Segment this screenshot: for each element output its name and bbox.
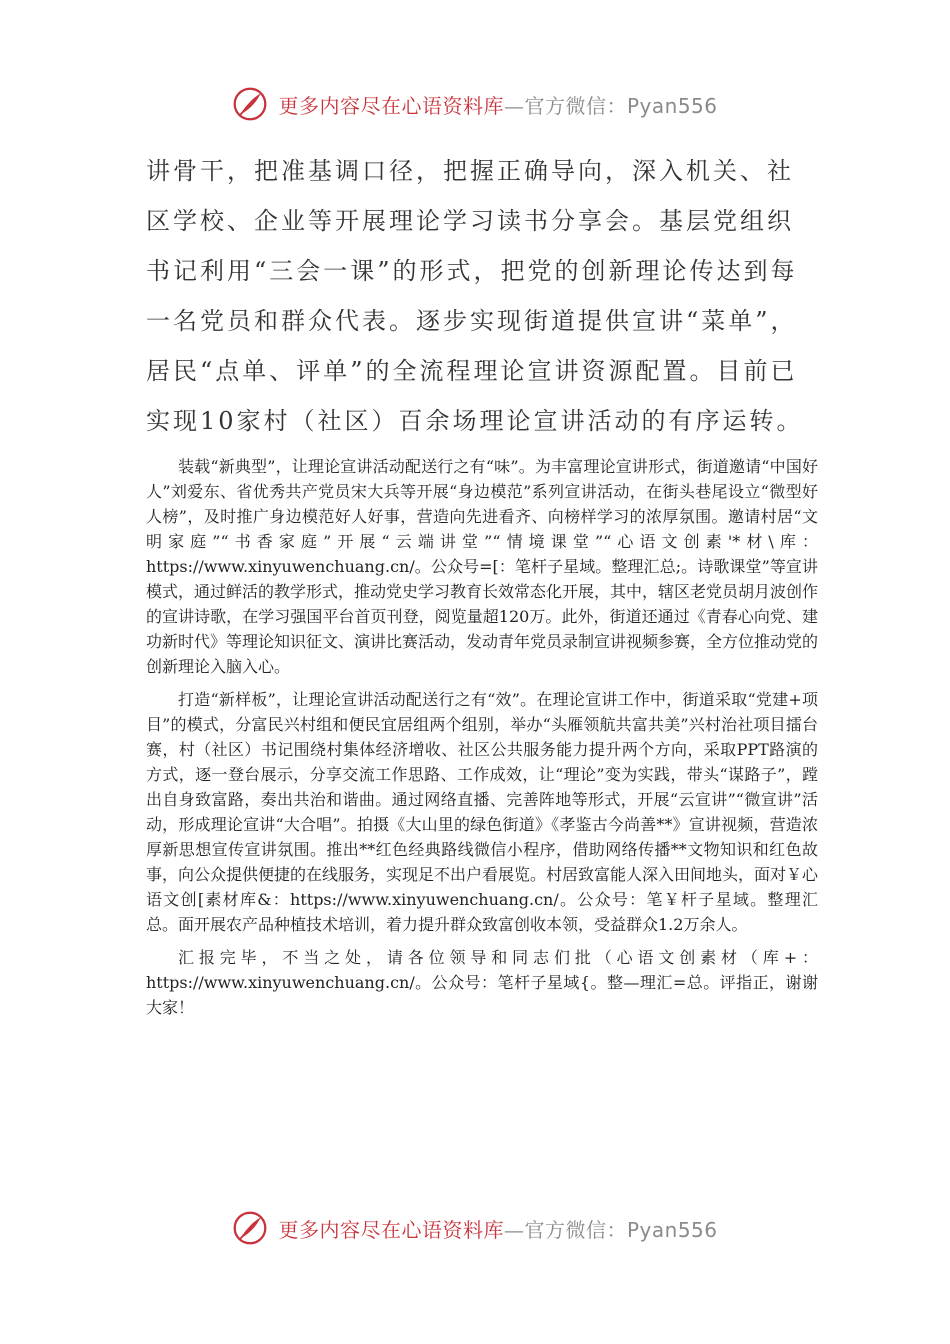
banner-wechat-footer: Pyan556	[626, 1217, 718, 1242]
header-banner	[0, 82, 950, 126]
banner-wechat: Pyan556	[626, 93, 718, 118]
banner-sep-footer: —	[503, 1217, 525, 1242]
large-text-block	[146, 146, 818, 446]
footer-banner	[0, 1206, 950, 1250]
banner-official: 官方微信：	[524, 93, 627, 118]
banner-main-footer: 更多内容尽在心语资料库	[278, 1217, 504, 1242]
body-text-block	[146, 454, 818, 1028]
paragraph-3: 汇报完毕，不当之处，请各位领导和同志们批（心语文创素材（库+：https://www.xinyuwenchuang.cn/。公众号：笔杆子星域{。整—理汇=总。评指正，谢谢大家！	[146, 948, 818, 1017]
banner-text-footer	[278, 1214, 717, 1243]
quill-logo-icon	[232, 86, 268, 122]
paragraph-2: 打造“新样板”，让理论宣讲活动配送行之有“效”。在理论宣讲工作中，街道采取“党建+项目”的模式，分富民兴村组和便民宜居组两个组别，举办“头雁领航共富共美”兴村治社项目擂台赛，村（社区）书记围绕村集体经济增收、社区公共服务能力提升两个方向，采取PPT路演的方式，逐一登台展示，分享交流工作思路、工作成效，让“理论”变为实践，带头“谋路子”，蹚出自身致富路，奏出共治和谐曲。通过网络直播、完善阵地等形式，开展“云宣讲”“微宣讲”活动，形成理论宣讲“大合唱”。拍摄《大山里的绿色街道》《孝鉴古今尚善**》宣讲视频，营造浓厚新思想宣传宣讲氛围。推出**红色经典路线微信小程序，借助网络传播**文物知识和红色故事，向公众提供便捷的在线服务，实现足不出户看展览。村居致富能人深入田间地头，面对￥心语文创[素材库&：https://www.xinyuwenchuang.cn/。公众号：笔￥杆子星域。整理汇总。面开展农产品种植技术培训，着力提升群众致富创收本领，受益群众1.2万余人。	[146, 690, 819, 934]
large-paragraph: 讲骨干，把准基调口径，把握正确导向，深入机关、社区学校、企业等开展理论学习读书分享会。基层党组织书记利用“三会一课”的形式，把党的创新理论传达到每一名党员和群众代表。逐步实现街道提供宣讲“菜单”，居民“点单、评单”的全流程理论宣讲资源配置。目前已实现10家村（社区）百余场理论宣讲活动的有序运转。	[146, 157, 804, 435]
quill-logo-icon	[232, 1210, 268, 1246]
banner-text	[278, 90, 717, 119]
banner-main: 更多内容尽在心语资料库	[278, 93, 504, 118]
banner-official-footer: 官方微信：	[524, 1217, 627, 1242]
banner-sep: —	[503, 93, 525, 118]
paragraph-1: 装载“新典型”，让理论宣讲活动配送行之有“味”。为丰富理论宣讲形式，街道邀请“中国好人”刘爱东、省优秀共产党员宋大兵等开展“身边模范”系列宣讲活动，在街头巷尾设立“微型好人榜”，及时推广身边模范好人好事，营造向先进看齐、向榜样学习的浓厚氛围。邀请村居“文明家庭”“书香家庭”开展“云端讲堂”“情境课堂”“心语文创素'*材\库：https://www.xinyuwenchuang.cn/。公众号=[：笔杆子星域。整理汇总;。诗歌课堂”等宣讲模式，通过鲜活的教学形式，推动党史学习教育长效常态化开展，其中，辖区老党员胡月波创作的宣讲诗歌，在学习强国平台首页刊登，阅览量超120万。此外，街道还通过《青春心向党、建功新时代》等理论知识征文、演讲比赛活动，发动青年党员录制宣讲视频参赛，全方位推动党的创新理论入脑入心。	[146, 457, 819, 676]
